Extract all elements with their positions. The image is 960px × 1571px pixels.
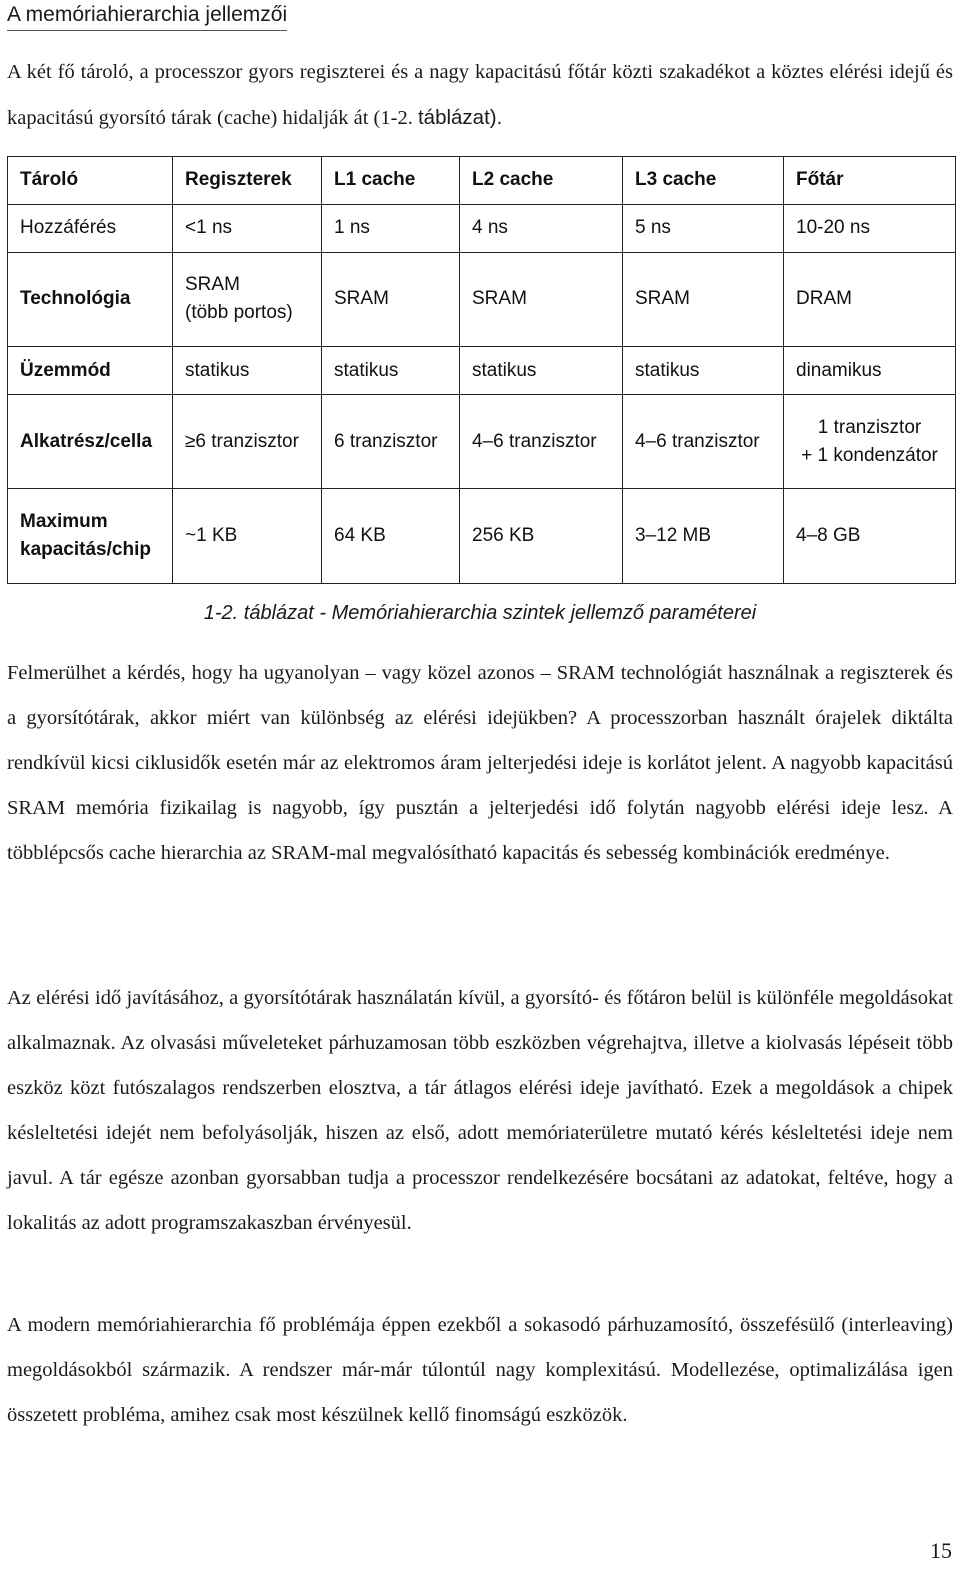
header-cell: L1 cache: [322, 157, 460, 205]
body-paragraph: A modern memóriahierarchia fő problémája éppen ezekből a sokasodó párhuzamosító, összefésülő (interleaving) megoldásokból származik. A rendszer már-már túlontúl nagy komplexitású. Modellezése, optimalizálása igen összetett probléma, amihez csak most készülnek kellő finomságú eszközök.: [7, 1314, 953, 1426]
cell-line: 1 tranzisztor: [817, 416, 922, 438]
cell-line: + 1 kondenzátor: [801, 444, 938, 466]
intro-paragraph: [7, 50, 953, 141]
table-cell: statikus: [322, 347, 460, 395]
page-number: 15: [930, 1538, 952, 1563]
table-reference: táblázat).: [417, 106, 503, 129]
row-label: Üzemmód: [8, 347, 173, 395]
table-cell: 4 ns: [460, 204, 623, 252]
header-cell: L3 cache: [623, 157, 784, 205]
row-label: Hozzáférés: [8, 204, 173, 252]
table-row-technology: [8, 252, 956, 347]
table-cell: 3–12 MB: [623, 489, 784, 584]
table-cell: 4–6 tranzisztor: [460, 394, 623, 489]
table-cell: [784, 394, 956, 489]
table-cell: 256 KB: [460, 489, 623, 584]
memory-hierarchy-table: [7, 156, 956, 584]
header-cell: Főtár: [784, 157, 956, 205]
header-cell: Regiszterek: [173, 157, 322, 205]
table-cell: dinamikus: [784, 347, 956, 395]
intro-text: A két fő tároló, a processzor gyors regiszterei és a nagy kapacitású főtár közti szakadékot a köztes elérési idejű és kapacitású gyorsító tárak (cache) hidalják át (1-2.: [7, 61, 953, 129]
table-cell: SRAM: [322, 252, 460, 347]
table-cell: <1 ns: [173, 204, 322, 252]
header-cell: Tároló: [8, 157, 173, 205]
table-cell: ≥6 tranzisztor: [173, 394, 322, 489]
table-cell: 6 tranzisztor: [322, 394, 460, 489]
table-row-access: [8, 204, 956, 252]
table-row-mode: [8, 347, 956, 395]
table-cell: [173, 252, 322, 347]
cell-line: Maximum: [20, 511, 108, 533]
table-cell: SRAM: [623, 252, 784, 347]
table-cell: statikus: [173, 347, 322, 395]
row-label: [8, 489, 173, 584]
table-cell: DRAM: [784, 252, 956, 347]
table-cell: 5 ns: [623, 204, 784, 252]
table-cell: 4–6 tranzisztor: [623, 394, 784, 489]
row-label: Technológia: [8, 252, 173, 347]
header-cell: L2 cache: [460, 157, 623, 205]
table-cell: 64 KB: [322, 489, 460, 584]
cell-line: kapacitás/chip: [20, 539, 151, 561]
table-row-capacity: [8, 489, 956, 584]
table-header-row: [8, 157, 956, 205]
section-heading: A memóriahierarchia jellemzői: [7, 0, 287, 31]
table-cell: 4–8 GB: [784, 489, 956, 584]
table-cell: 10-20 ns: [784, 204, 956, 252]
cell-line: (több portos): [185, 302, 293, 324]
table-cell: SRAM: [460, 252, 623, 347]
body-paragraph: Az elérési idő javításához, a gyorsítótárak használatán kívül, a gyorsító- és főtáron belül is különféle megoldásokat alkalmaznak. Az olvasási műveleteket párhuzamosan több eszközben végrehajtva, illetve a kiolvasás lépéseit több eszköz közt futószalagos rendszerben elosztva, a tár átlagos elérési ideje javítható. Ezek a megoldások a chipek késleltetési idejét nem befolyásolják, hiszen az első, adott memóriaterületre mutató kérés késleltetési ideje nem javul. A tár egésze azonban gyorsabban tudja a processzor rendelkezésére bocsátani az adatokat, feltéve, hogy a lokalitás az adott programszakaszban érvényesül.: [7, 987, 953, 1234]
cell-line: SRAM: [185, 274, 240, 296]
table-caption: 1-2. táblázat - Memóriahierarchia szintek jellemző paraméterei: [203, 602, 757, 624]
table-cell: statikus: [623, 347, 784, 395]
table-cell: ~1 KB: [173, 489, 322, 584]
table-cell: statikus: [460, 347, 623, 395]
table-cell: 1 ns: [322, 204, 460, 252]
table-row-parts: [8, 394, 956, 489]
row-label: Alkatrész/cella: [8, 394, 173, 489]
body-paragraph: Felmerülhet a kérdés, hogy ha ugyanolyan – vagy közel azonos – SRAM technológiát használnak a regiszterek és a gyorsítótárak, akkor miért van különbség az elérési idejükben? A processzorban használt órajelek diktálta rendkívül kicsi ciklusidők esetén már az elektromos áram jelterjedési ideje is korlátot jelent. A nagyobb kapacitású SRAM memória fizikailag is nagyobb, így pusztán a jelterjedési idő folytán nagyobb elérési ideje lesz. A többlépcsős cache hierarchia az SRAM-mal megvalósítható kapacitás és sebesség kombinációk eredménye.: [7, 662, 953, 864]
